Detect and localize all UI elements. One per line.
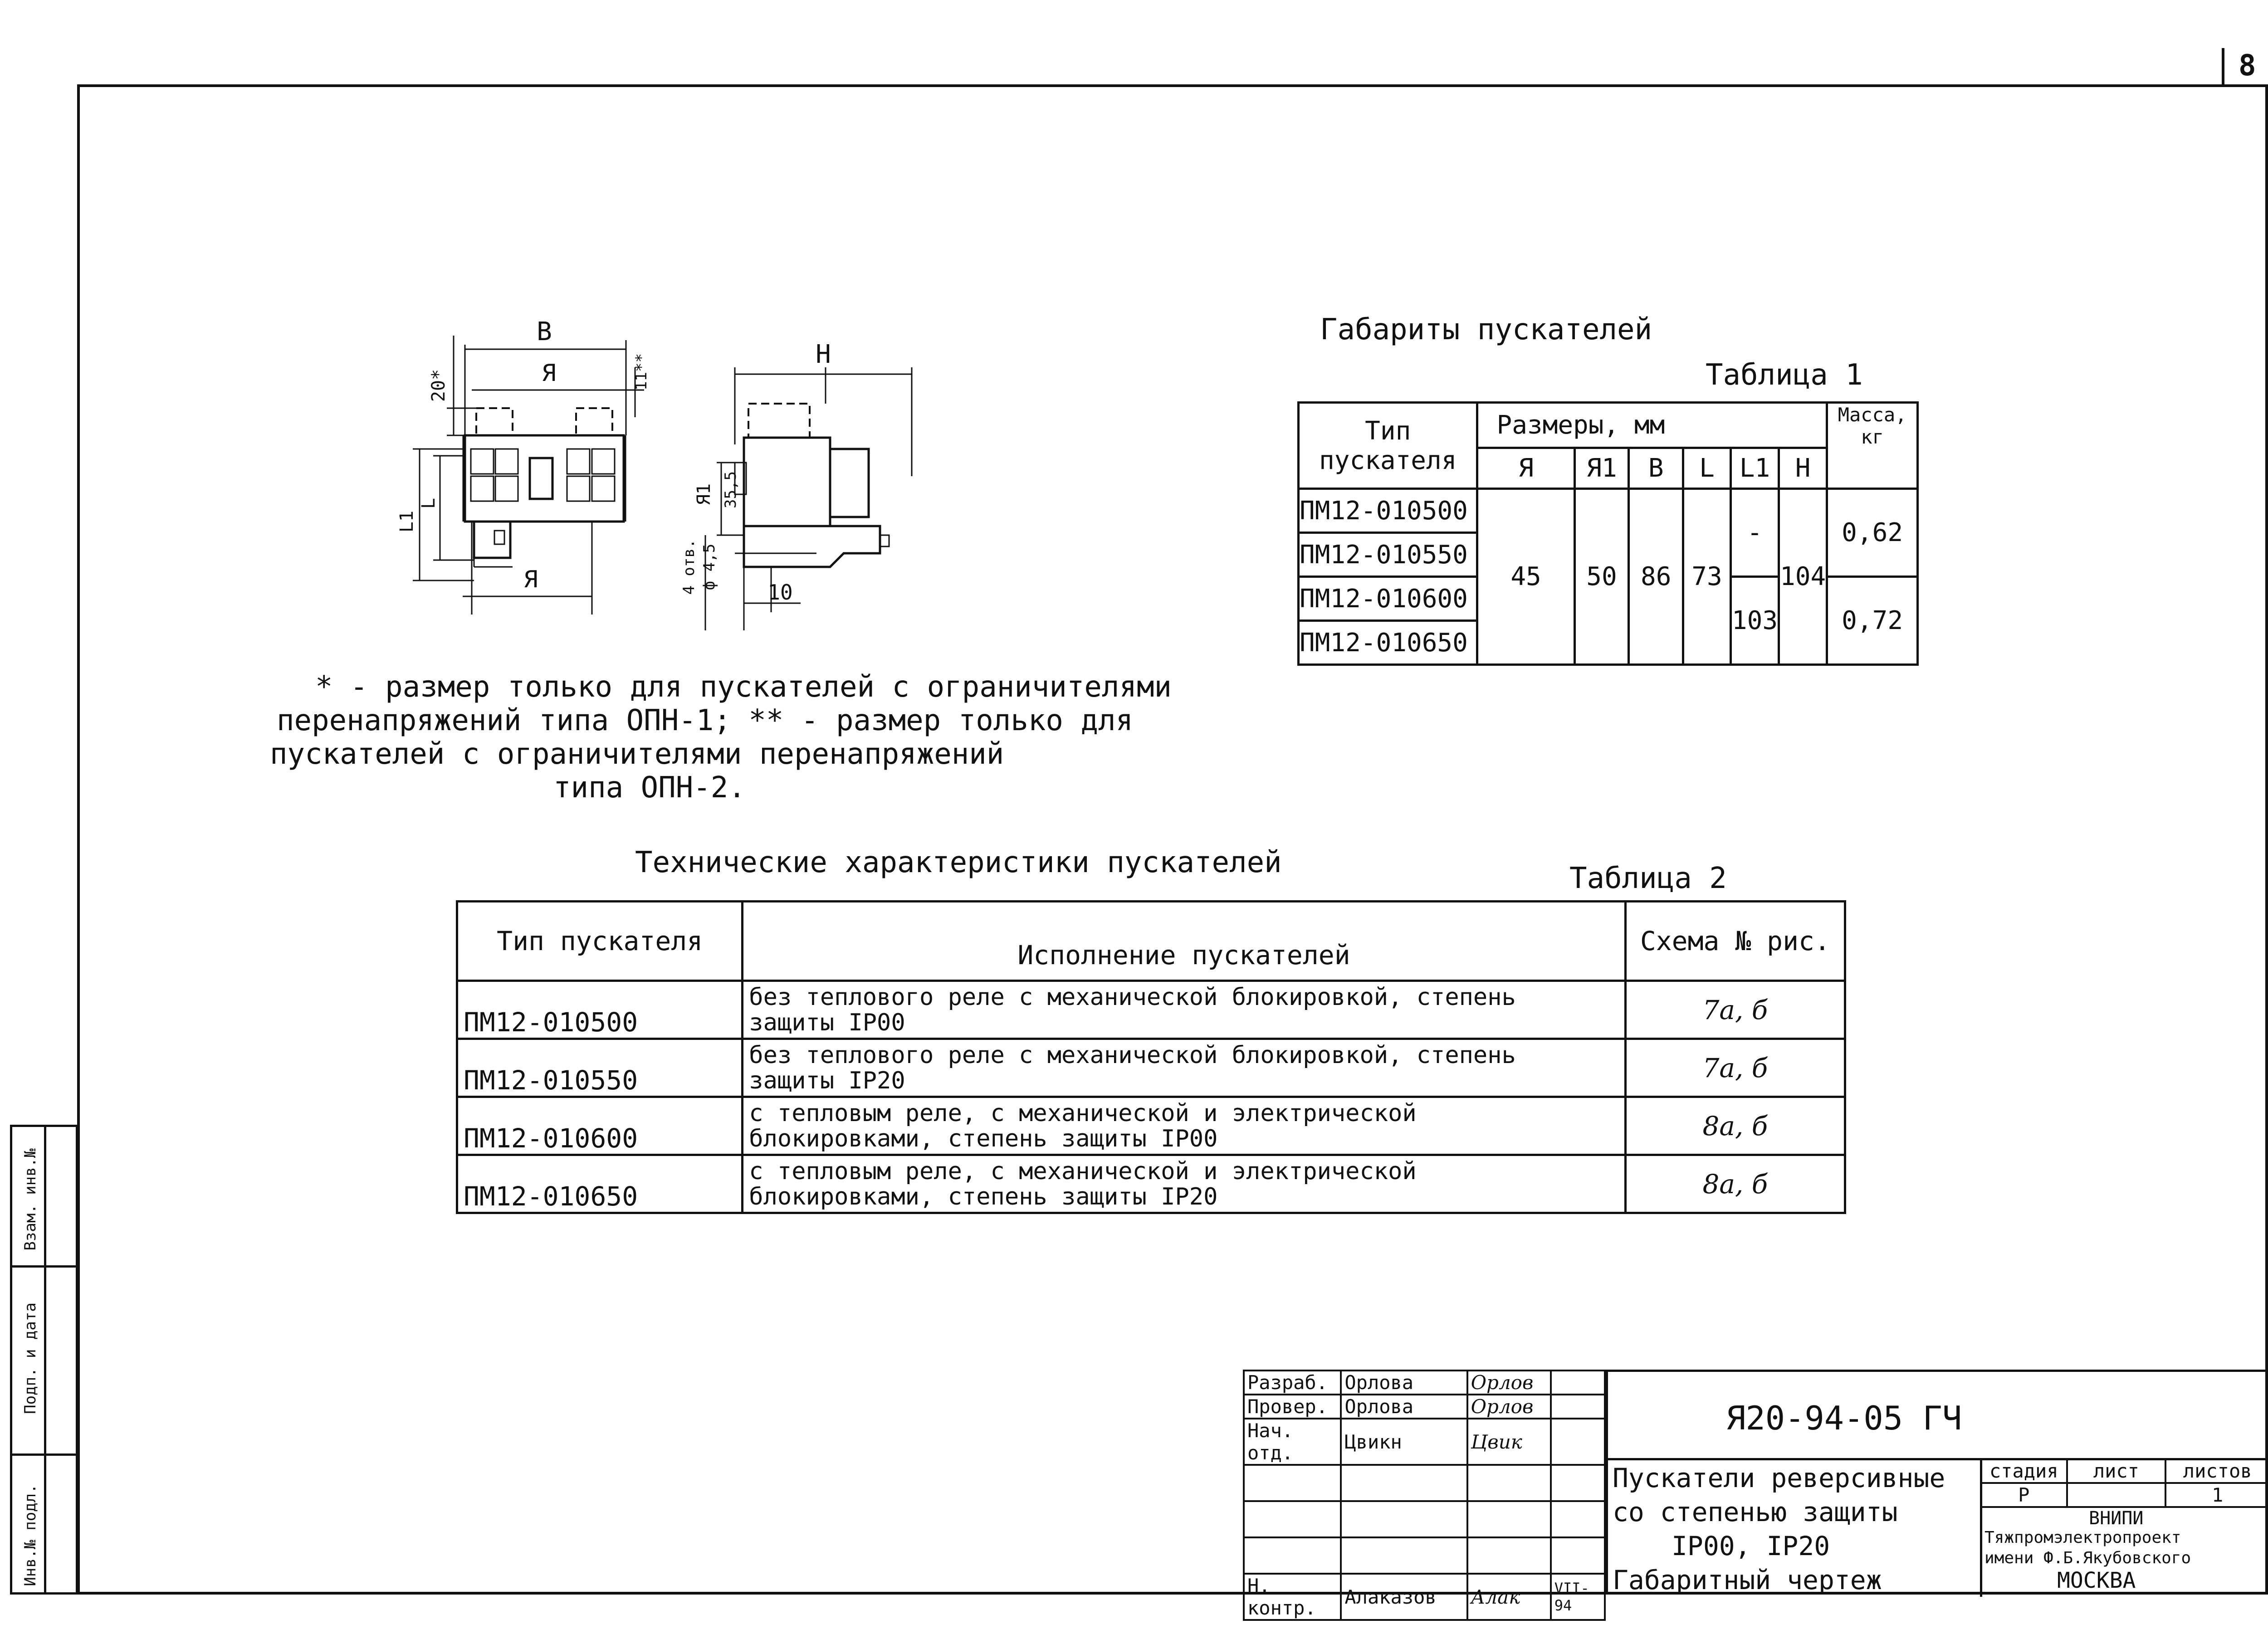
table1-col-mass: Масса, кг: [1827, 403, 1918, 489]
table1-L1-first: -: [1730, 489, 1779, 577]
table1-mass-first: 0,62: [1827, 489, 1918, 577]
table2-header-scheme: Схема № рис.: [1625, 902, 1845, 981]
dim-phi: ф 4,5: [700, 543, 719, 590]
table2-row: [457, 1097, 1845, 1155]
table2-row-1-exec-line-2: защиты IP00: [749, 1009, 905, 1036]
name-checker: Орлова: [1341, 1395, 1467, 1419]
table2-row: [457, 981, 1845, 1039]
side-stamp-replace: Взам. инв.№: [21, 1148, 39, 1251]
sheets-label: листов: [2165, 1459, 2268, 1483]
stage-value: Р: [1981, 1483, 2067, 1507]
table1-col-dims: Размеры, мм: [1477, 403, 1827, 448]
table1-heading: Габариты пускателей: [1320, 313, 1652, 346]
table2-header-type: Тип пускателя: [457, 902, 743, 981]
dim-20-star: 20*: [428, 369, 449, 402]
signature-developer: Орлов: [1467, 1371, 1551, 1395]
table1-sub-L: L: [1683, 448, 1731, 489]
role-head: Нач. отд.: [1244, 1419, 1341, 1465]
stage-table: [1980, 1458, 2268, 1508]
stage-label: стадия: [1981, 1459, 2067, 1483]
title-line-2: со степенью защиты: [1613, 1497, 1898, 1527]
table1-type-1: ПМ12-010500: [1299, 489, 1477, 533]
table1-B: 86: [1629, 489, 1683, 665]
table2-row-2-exec-line-1: без теплового реле с механической блокировкой, степень: [749, 1041, 1516, 1069]
table1-A1: 50: [1574, 489, 1629, 665]
signature-norm-control: Алак: [1467, 1574, 1551, 1620]
signature-checker: Орлов: [1467, 1395, 1551, 1419]
table1-L: 73: [1683, 489, 1731, 665]
table2-row-3-type: ПМ12-010600: [457, 1097, 743, 1155]
page-number-divider: [2222, 48, 2224, 84]
dim-A1: Я1: [694, 483, 714, 506]
role-norm-control: Н. контр.: [1244, 1574, 1341, 1620]
role-developer: Разраб.: [1244, 1371, 1341, 1395]
side-stamp-sign: Подп. и дата: [21, 1302, 39, 1414]
drawing-code: Я20-94-05 ГЧ: [1726, 1399, 1962, 1437]
table1-col-type: Тип пускателя: [1299, 403, 1477, 489]
starter-drawing: [345, 313, 943, 649]
table2-row-3-exec-line-1: с тепловым реле, с механической и электрической: [749, 1099, 1417, 1127]
table2-row-3-scheme: 8а, б: [1625, 1097, 1845, 1155]
table2-row-3-exec-line-2: блокировками, степень защиты IP00: [749, 1125, 1218, 1152]
table2-row-1-type: ПМ12-010500: [457, 981, 743, 1039]
title-line-4: Габаритный чертеж: [1613, 1565, 1882, 1595]
table2-label: Таблица 2: [1569, 862, 1727, 895]
dim-L: L: [418, 498, 439, 509]
org-line-4: МОСКВА: [2057, 1568, 2136, 1593]
table2-row-1-exec-line-1: без теплового реле с механической блокировкой, степень: [749, 983, 1516, 1011]
dim-A-top: Я: [542, 360, 556, 387]
table1-mass-second: 0,72: [1827, 577, 1918, 665]
table2-row-2-type: ПМ12-010550: [457, 1039, 743, 1097]
table1-L1-second: 103: [1730, 577, 1779, 665]
dim-holes: 4 отв.: [680, 539, 698, 595]
table1-H: 104: [1779, 489, 1827, 665]
table1-sub-A1: Я1: [1574, 448, 1629, 489]
table2-row-2-scheme: 7а, б: [1625, 1039, 1845, 1097]
title-line-3: IP00, IP20: [1672, 1531, 1830, 1561]
table2-row-1-exec: [743, 981, 1625, 1039]
table1-type-2: ПМ12-010550: [1299, 533, 1477, 577]
dim-35: 35,5: [722, 471, 740, 508]
org-line-3: имени Ф.Б.Якубовского: [1984, 1549, 2191, 1567]
table2-row-1-scheme: 7а, б: [1625, 981, 1845, 1039]
table2-row-2-exec-line-2: защиты IP20: [749, 1067, 905, 1094]
table2-header-exec: Исполнение пускателей: [743, 902, 1625, 981]
signature-head: Цвик: [1467, 1419, 1551, 1465]
sheet-label: лист: [2067, 1459, 2166, 1483]
date-norm-control: VII-94: [1551, 1574, 1605, 1620]
dim-B: B: [537, 317, 552, 346]
org-line-2: Тяжпромэлектропроект: [1984, 1528, 2181, 1547]
table2-row-4-exec-line-1: с тепловым реле, с механической и электрической: [749, 1157, 1417, 1185]
table1-type-4: ПМ12-010650: [1299, 621, 1477, 665]
table2-row-4-exec: [743, 1155, 1625, 1213]
title-block: [1243, 1370, 2268, 1619]
table2-row-3-exec: [743, 1097, 1625, 1155]
table2-row-4-type: ПМ12-010650: [457, 1155, 743, 1213]
role-checker: Провер.: [1244, 1395, 1341, 1419]
page-number: 8: [2239, 49, 2256, 83]
title-block-staff: [1243, 1370, 1606, 1621]
table1-sub-H: H: [1779, 448, 1827, 489]
dim-A-bottom: Я: [523, 566, 538, 593]
org-line-1: ВНИПИ: [2089, 1508, 2144, 1529]
footnote-line-1: * - размер только для пускателей с ограничителями: [315, 670, 1172, 704]
name-norm-control: Алаказов: [1341, 1574, 1467, 1620]
table1-sub-A: Я: [1477, 448, 1574, 489]
table1-A: 45: [1477, 489, 1574, 665]
table2-row: [457, 1155, 1845, 1213]
dim-10: 10: [767, 580, 793, 605]
title-line-1: Пускатели реверсивные: [1613, 1463, 1945, 1493]
table2-row-2-exec: [743, 1039, 1625, 1097]
table1-sub-L1: L1: [1730, 448, 1779, 489]
dim-11-star: 11**: [632, 353, 650, 390]
title-block-main: [1606, 1370, 2268, 1595]
table1-sub-B: B: [1629, 448, 1683, 489]
table1: [1297, 401, 1919, 666]
sheets-value: 1: [2165, 1483, 2268, 1507]
side-stamp: [10, 1125, 78, 1595]
dim-L1: L1: [396, 510, 417, 533]
table2-row-4-scheme: 8а, б: [1625, 1155, 1845, 1213]
sheet-value: [2067, 1483, 2166, 1507]
table2-heading: Технические характеристики пускателей: [635, 846, 1282, 879]
name-developer: Орлова: [1341, 1371, 1467, 1395]
drawing-frame: [77, 84, 2268, 1595]
table2-row-4-exec-line-2: блокировками, степень защиты IP20: [749, 1183, 1218, 1210]
dim-H: H: [816, 340, 831, 369]
footnote-line-2: перенапряжений типа ОПН-1; ** - размер только для: [277, 704, 1134, 737]
name-head: Цвикн: [1341, 1419, 1467, 1465]
table1-type-3: ПМ12-010600: [1299, 577, 1477, 621]
footnote-line-3: пускателей с ограничителями перенапряжений: [270, 737, 1004, 771]
table1-label: Таблица 1: [1706, 358, 1863, 392]
table2-row: [457, 1039, 1845, 1097]
footnote-line-4: типа ОПН-2.: [553, 771, 746, 805]
table2: [456, 900, 1846, 1214]
side-stamp-inv: Инв.№ подл.: [21, 1484, 39, 1586]
